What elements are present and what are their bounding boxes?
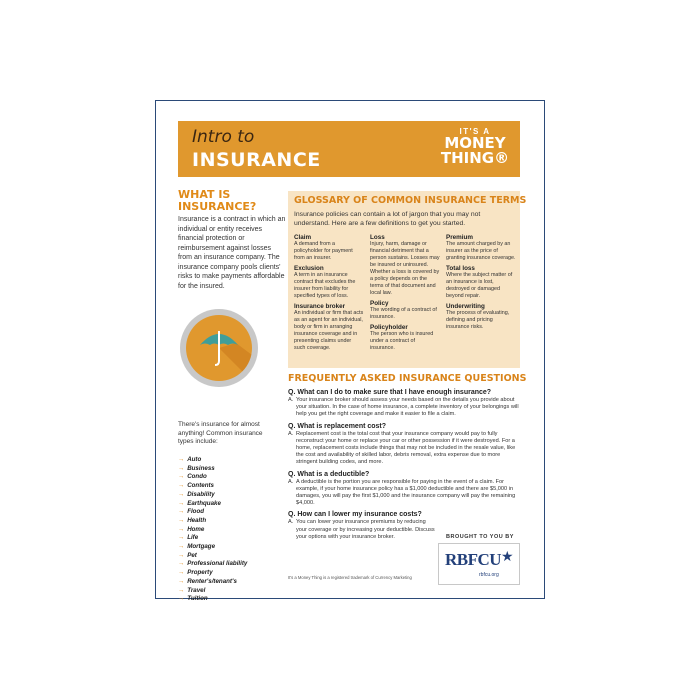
faq-question bbox=[288, 470, 522, 479]
insurance-type-item bbox=[178, 534, 247, 543]
header-intro: Intro to bbox=[192, 127, 255, 147]
glossary-definition: A term in an insurance contract that excludes the insurer from liability for specified types of loss. bbox=[294, 272, 356, 299]
star-icon: ★ bbox=[501, 548, 514, 564]
insurance-type-label: Home bbox=[187, 525, 205, 533]
insurance-type-label: Condo bbox=[187, 473, 207, 481]
glossary-definition: An individual or firm that acts as an agent for an individual, body or firm in arranging insurance coverage and in presenting claims under such coverage. bbox=[294, 310, 364, 351]
faq-answer-text: You can lower your insurance premiums by reducing your coverage or by increasing your deductible. Discuss your options with your insurance broker. bbox=[296, 519, 435, 540]
glossary-definition: The wording of a contract of insurance. bbox=[370, 307, 437, 320]
faq-answer bbox=[288, 431, 522, 467]
brought-to-you-by: BROUGHT TO YOU BY bbox=[446, 534, 514, 540]
faq-answer bbox=[288, 479, 522, 508]
money-thing-logo bbox=[440, 127, 510, 166]
faq-answer-text: Replacement cost is the total cost that your insurance company would pay to fully reconstruct your home or replace your car or other possession if it were destroyed. For a home, replacement costs include things that may not be included in the resale value, like the cost and availability of skilled labor, debris removal, extra expense due to more stringent building codes, and more. bbox=[296, 430, 516, 466]
trademark-footnote: It's a Money Thing is a registered trademark of Currency Marketing bbox=[288, 575, 412, 580]
faq-question-prefix: Q. bbox=[288, 511, 296, 519]
faq-answer-prefix: A. bbox=[288, 397, 294, 403]
glossary-column-3 bbox=[446, 231, 516, 331]
insurance-type-label: Auto bbox=[187, 456, 202, 463]
insurance-type-label: Health bbox=[187, 516, 207, 524]
insurance-type-label: Business bbox=[187, 464, 215, 472]
insurance-type-item bbox=[178, 587, 247, 596]
header-banner bbox=[178, 121, 520, 177]
faq-question bbox=[288, 422, 522, 431]
glossary-term: Insurance broker bbox=[294, 303, 346, 310]
faq-title: FREQUENTLY ASKED INSURANCE QUESTIONS bbox=[288, 373, 527, 384]
arrow-right-icon: → bbox=[178, 499, 185, 507]
umbrella-icon-inner bbox=[186, 315, 252, 381]
brand-mid: MONEY bbox=[444, 134, 506, 152]
arrow-right-icon: → bbox=[178, 551, 185, 559]
insurance-type-item bbox=[178, 526, 247, 535]
faq-answer-prefix: A. bbox=[288, 430, 294, 437]
faq-answer-text: A deductible is the portion you are responsible for paying in the event of a claim. For example, if your home insurance policy has a $1,000 deductible and there are $5,000 in damages, you will pay the first $1,000 and the insurance company will pay the remaining $4,000. bbox=[296, 478, 516, 507]
insurance-type-label: Renter's/tenant's bbox=[187, 577, 237, 585]
faq-answer-prefix: A. bbox=[288, 519, 294, 526]
rbfcu-logo-text: RBFCU bbox=[445, 550, 502, 569]
arrow-right-icon: → bbox=[178, 525, 185, 533]
arrow-right-icon: → bbox=[178, 560, 185, 568]
insurance-type-item bbox=[178, 500, 247, 509]
glossary-term: Underwriting bbox=[446, 303, 485, 310]
insurance-type-item bbox=[178, 569, 247, 578]
insurance-type-item bbox=[178, 578, 247, 587]
what-is-title-line2: INSURANCE? bbox=[178, 200, 257, 213]
arrow-right-icon: → bbox=[178, 464, 185, 472]
insurance-type-label: Pet bbox=[187, 551, 197, 559]
insurance-type-item bbox=[178, 560, 247, 569]
insurance-type-label: Contents bbox=[187, 482, 214, 490]
insurance-type-label: Mortgage bbox=[187, 543, 216, 551]
glossary-term: Total loss bbox=[446, 265, 475, 272]
insurance-type-item bbox=[178, 465, 247, 474]
faq-answer-text: Your insurance broker should assess your needs based on the details you provide about your situation. In the case of home insurance, a complete inventory of your belongings will help you get the right coverage and make it easier to file a claim. bbox=[296, 397, 519, 418]
umbrella-icon-badge bbox=[180, 309, 258, 387]
glossary-definition: Injury, harm, damage or financial detriment that a person sustains. Losses may be insured or uninsured. Whether a loss is covered by a policy depends on the terms of that document and local law. bbox=[370, 241, 440, 296]
glossary-definition: A demand from a policyholder for payment from an insurer. bbox=[294, 241, 353, 261]
glossary-box bbox=[288, 191, 527, 368]
umbrella-icon bbox=[186, 315, 252, 381]
glossary-term: Premium bbox=[446, 234, 473, 241]
insurance-type-item bbox=[178, 482, 247, 491]
faq-question bbox=[288, 388, 522, 397]
glossary-definition: The process of evaluating, defining and pricing insurance risks. bbox=[446, 310, 510, 330]
arrow-right-icon: → bbox=[178, 516, 185, 524]
what-is-title-line1: WHAT IS bbox=[178, 188, 231, 201]
glossary-column-1 bbox=[294, 231, 364, 352]
faq-question-text: What can I do to make sure that I have enough insurance? bbox=[297, 389, 492, 396]
insurance-type-label: Earthquake bbox=[187, 499, 221, 507]
faq-question-text: What is a deductible? bbox=[297, 470, 370, 478]
insurance-type-item bbox=[178, 508, 247, 517]
insurance-type-item bbox=[178, 552, 247, 561]
arrow-right-icon: → bbox=[178, 569, 185, 577]
rbfcu-url: rbfcu.org bbox=[479, 572, 499, 578]
what-is-title bbox=[178, 189, 286, 213]
glossary-term: Policy bbox=[370, 300, 389, 307]
insurance-type-item bbox=[178, 543, 247, 552]
faq-answer bbox=[288, 397, 522, 419]
insurance-type-label: Flood bbox=[187, 508, 205, 516]
faq-answer bbox=[288, 519, 438, 541]
insurance-type-label: Professional liability bbox=[187, 560, 248, 568]
arrow-right-icon: → bbox=[178, 482, 185, 490]
arrow-right-icon: → bbox=[178, 490, 185, 498]
insurance-types-list bbox=[178, 456, 247, 604]
faq-answer-prefix: A. bbox=[288, 478, 294, 485]
insurance-type-label: Disability bbox=[187, 490, 215, 498]
header-title: INSURANCE bbox=[192, 149, 321, 171]
faq-question-prefix: Q. bbox=[288, 470, 296, 478]
glossary-title: GLOSSARY OF COMMON INSURANCE TERMS bbox=[294, 195, 527, 206]
glossary-term: Policyholder bbox=[370, 324, 408, 331]
brand-top: IT'S A bbox=[459, 127, 491, 136]
insurance-type-label: Life bbox=[187, 534, 199, 542]
insurance-type-label: Tuition bbox=[187, 595, 208, 603]
arrow-right-icon: → bbox=[178, 543, 185, 551]
arrow-right-icon: → bbox=[178, 534, 185, 542]
glossary-term: Loss bbox=[370, 234, 385, 241]
insurance-type-item bbox=[178, 456, 247, 465]
arrow-right-icon: → bbox=[178, 595, 185, 603]
arrow-right-icon: → bbox=[178, 586, 185, 594]
faq-question-text: What is replacement cost? bbox=[297, 422, 387, 430]
faq-question bbox=[288, 510, 522, 519]
flyer-page bbox=[155, 100, 545, 603]
glossary-term: Claim bbox=[294, 234, 312, 241]
arrow-right-icon: → bbox=[178, 456, 185, 463]
insurance-type-label: Property bbox=[187, 569, 213, 577]
faq-list bbox=[288, 385, 522, 541]
arrow-right-icon: → bbox=[178, 577, 185, 585]
glossary-intro: Insurance policies can contain a lot of jargon that you may not understand. Here are a few definitions to get you started. bbox=[294, 211, 481, 227]
glossary-definition: The person who is insured under a contract of insurance. bbox=[370, 331, 434, 351]
arrow-right-icon: → bbox=[178, 508, 185, 516]
glossary-definition: The amount charged by an insurer as the price of granting insurance coverage. bbox=[446, 241, 516, 261]
insurance-type-item bbox=[178, 517, 247, 526]
faq-question-text: How can I lower my insurance costs? bbox=[297, 511, 422, 519]
brand-bot: THING® bbox=[440, 149, 510, 167]
what-is-body: Insurance is a contract in which an individual or entity receives financial protection or reimbursement against losses from an insurance company. The insurance company pools clients' risks to make payments affordable for the insured. bbox=[178, 216, 286, 290]
glossary-term: Exclusion bbox=[294, 265, 324, 272]
insurance-type-label: Travel bbox=[187, 586, 206, 594]
glossary-column-2 bbox=[370, 231, 440, 352]
rbfcu-logo bbox=[438, 543, 520, 585]
insurance-type-item bbox=[178, 595, 247, 604]
types-intro: There's insurance for almost anything! Common insurance types include: bbox=[178, 421, 263, 445]
insurance-type-item bbox=[178, 491, 247, 500]
insurance-type-item bbox=[178, 473, 247, 482]
faq-question-prefix: Q. bbox=[288, 389, 296, 396]
arrow-right-icon: → bbox=[178, 473, 185, 481]
faq-question-prefix: Q. bbox=[288, 422, 296, 430]
left-column bbox=[178, 188, 286, 603]
glossary-definition: Where the subject matter of an insurance is lost, destroyed or damaged beyond repair. bbox=[446, 272, 513, 299]
